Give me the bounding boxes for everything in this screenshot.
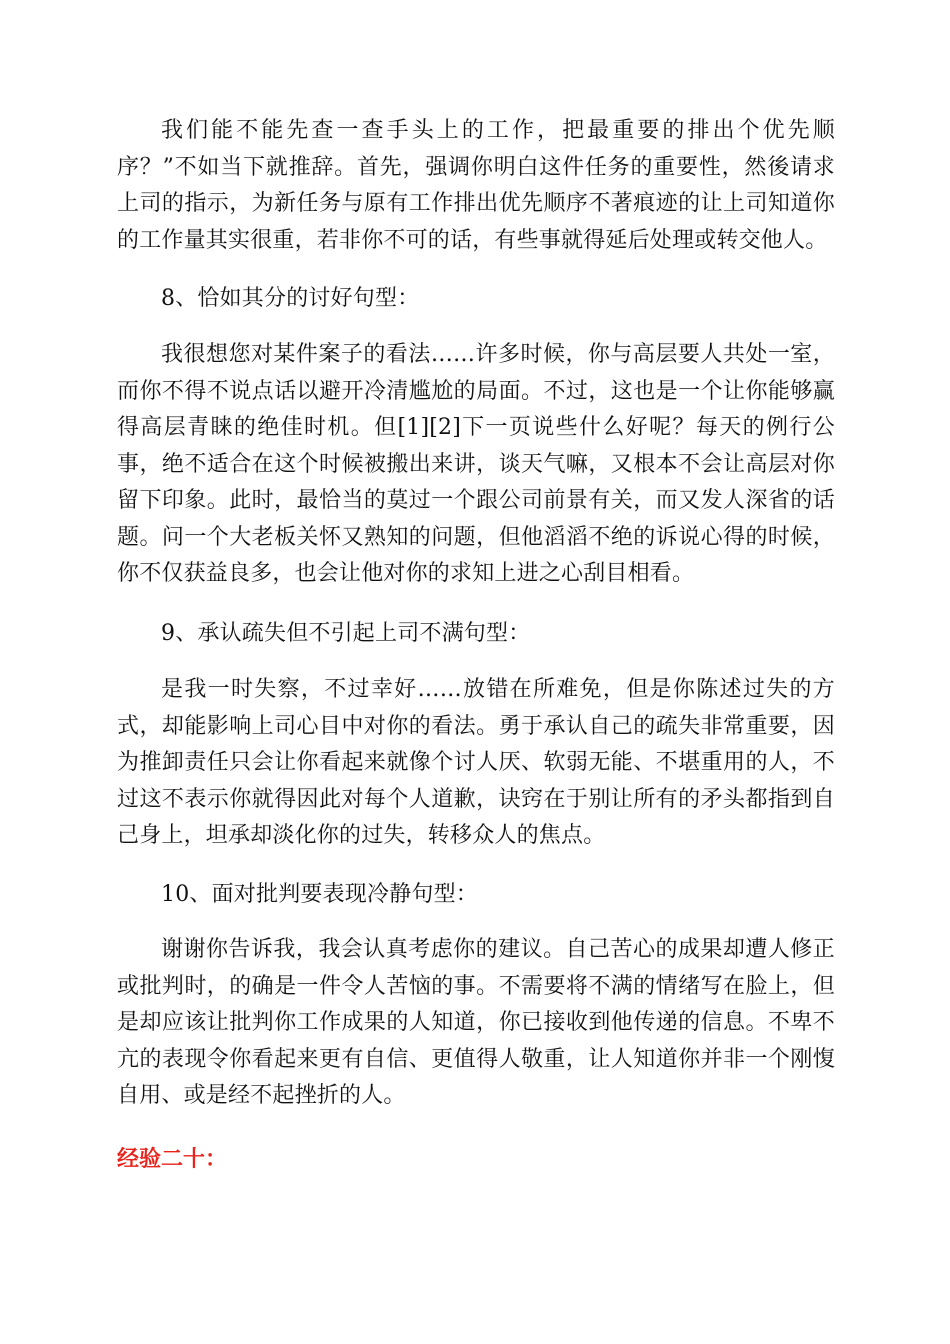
section-heading: 经验二十： xyxy=(117,1147,228,1172)
subheading-admit-mistake-sentence: 9、承认疏失但不引起上司不满句型： xyxy=(161,621,531,646)
paragraph-flattery: 我很想您对某件案子的看法……许多时候，你与高层要人共处一室，而你不得不说点话以避开冷清尴尬的局面。不过，这也是一个让你能够赢得高层青睐的绝佳时机。但[1][2]下一页说些什么好呢？每天的例行公事，绝不适合在这个时候被搬出来讲，谈天气嘛，又根本不会让高层对你留下印象。此时，最恰当的莫过一个跟公司前景有关，而又发人深省的话题。问一个大老板关怀又熟知的问题，但他滔滔不绝的诉说心得的时候，你不仅获益良多，也会让他对你的求知上进之心刮目相看。 xyxy=(117,342,835,586)
paragraph-admit-mistake: 是我一时失察，不过幸好……放错在所难免，但是你陈述过失的方式，却能影响上司心目中对你的看法。勇于承认自己的疏失非常重要，因为推卸责任只会让你看起来就像个讨人厌、软弱无能、不堪重用的人，不过这不表示你就得因此对每个人道歉，诀窍在于别让所有的矛头都指到自己身上，坦承却淡化你的过失，转移众人的焦点。 xyxy=(117,677,835,848)
subheading-flattery-sentence: 8、恰如其分的讨好句型： xyxy=(161,286,420,311)
subheading-calm-criticism-sentence: 10、面对批判要表现冷静句型： xyxy=(161,882,478,907)
paragraph-calm-criticism: 谢谢你告诉我，我会认真考虑你的建议。自己苦心的成果却遭人修正或批判时，的确是一件令人苦恼的事。不需要将不满的情绪写在脸上，但是却应该让批判你工作成果的人知道，你已接收到他传递的信息。不卑不亢的表现令你看起来更有自信、更值得人敬重，让人知道你并非一个刚愎自用、或是经不起挫折的人。 xyxy=(117,937,835,1108)
paragraph-priority-request: 我们能不能先查一查手头上的工作，把最重要的排出个优先顺序？”不如当下就推辞。首先，强调你明白这件任务的重要性，然後请求上司的指示，为新任务与原有工作排出优先顺序不著痕迹的让上司知道你的工作量其实很重，若非你不可的话，有些事就得延后处理或转交他人。 xyxy=(117,118,835,253)
